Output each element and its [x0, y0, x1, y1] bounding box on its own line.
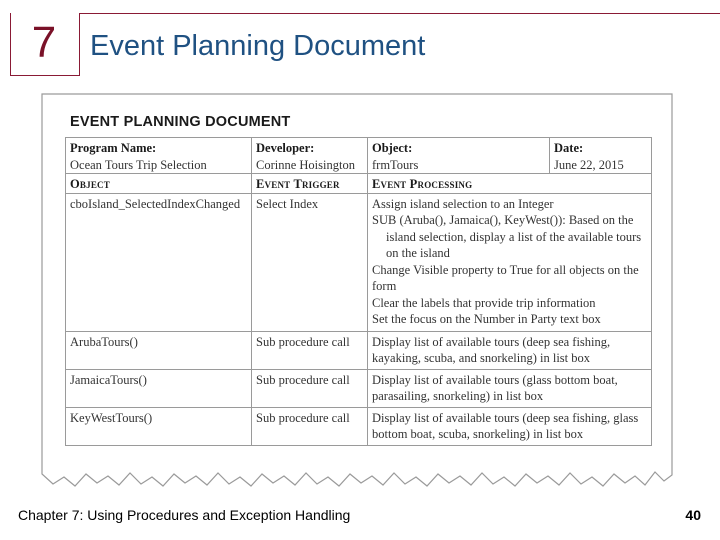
row-processing: [368, 331, 652, 369]
table-row: [66, 138, 652, 174]
row-object: JamaicaTours(): [66, 369, 252, 407]
row-processing: [368, 407, 652, 445]
chapter-number-box: [10, 13, 80, 76]
chapter-number: 7: [31, 18, 57, 67]
row-object: KeyWestTours(): [66, 407, 252, 445]
footer-chapter-text: Chapter 7: Using Procedures and Exception Handling: [18, 507, 351, 523]
program-name-value: Ocean Tours Trip Selection: [70, 157, 207, 172]
table-row: [66, 369, 652, 407]
document-heading: EVENT PLANNING DOCUMENT: [70, 114, 291, 130]
row-trigger: Sub procedure call: [252, 369, 368, 407]
processing-line: Set the focus on the Number in Party text box: [372, 312, 601, 326]
processing-line: Display list of available tours (deep sea fishing, glass: [372, 410, 639, 425]
footer-page-number: 40: [685, 507, 701, 523]
column-header-event-trigger: Event Trigger: [252, 174, 368, 194]
row-trigger: Sub procedure call: [252, 407, 368, 445]
column-header-event-processing: Event Processing: [368, 174, 652, 194]
processing-line: Display list of available tours (deep sea fishing,: [372, 334, 611, 349]
object-label: Object:: [372, 141, 413, 155]
developer-label: Developer:: [256, 141, 315, 155]
processing-line: on the island: [386, 246, 450, 260]
row-processing: [368, 193, 652, 331]
processing-line: Clear the labels that provide trip information: [372, 295, 596, 310]
processing-line: parasailing, snorkeling) in list box: [372, 389, 544, 403]
object-cell: [368, 138, 550, 174]
date-value: June 22, 2015: [554, 157, 624, 172]
developer-value: Corinne Hoisington: [256, 157, 355, 172]
processing-line: bottom boat, scuba, snorkeling) in list box: [372, 427, 584, 441]
row-trigger: Select Index: [252, 193, 368, 331]
processing-line: Display list of available tours (glass bottom boat,: [372, 372, 618, 387]
object-value: frmTours: [372, 157, 419, 172]
date-cell: [550, 138, 652, 174]
row-trigger: Sub procedure call: [252, 331, 368, 369]
table-header-row: [66, 174, 652, 194]
event-planning-document: [41, 93, 673, 495]
slide-title: Event Planning Document: [90, 30, 426, 62]
table-row: [66, 193, 652, 331]
processing-line: Change Visible property to True for all objects on the: [372, 262, 639, 277]
processing-line: island selection, display a list of the available tours: [386, 229, 642, 244]
top-rule: [80, 13, 720, 14]
processing-line: Assign island selection to an Integer: [372, 196, 554, 211]
program-name-cell: [66, 138, 252, 174]
table-row: [66, 331, 652, 369]
developer-cell: [252, 138, 368, 174]
program-name-label: Program Name:: [70, 141, 157, 155]
row-object: ArubaTours(): [66, 331, 252, 369]
processing-line: kayaking, scuba, and snorkeling) in list box: [372, 351, 591, 365]
processing-line: SUB (Aruba(), Jamaica(), KeyWest()): Based on the: [372, 213, 634, 227]
processing-line: form: [372, 279, 397, 293]
column-header-object: Object: [66, 174, 252, 194]
event-planning-table: [65, 137, 652, 446]
row-processing: [368, 369, 652, 407]
row-object: cboIsland_SelectedIndexChanged: [66, 193, 252, 331]
date-label: Date:: [554, 141, 584, 155]
table-row: [66, 407, 652, 445]
